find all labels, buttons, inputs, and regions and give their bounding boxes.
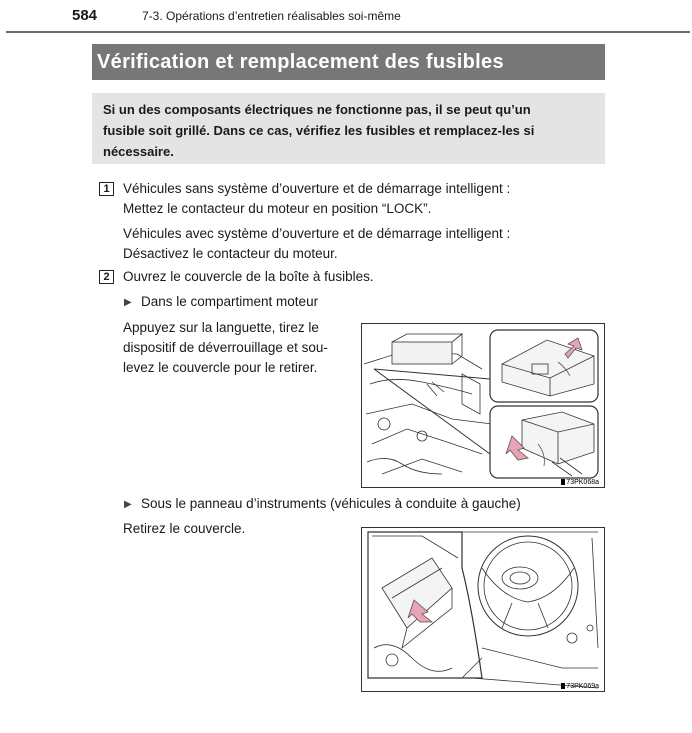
header-divider	[6, 31, 690, 33]
triangle-bullet-icon: ▶	[124, 499, 132, 510]
figure-code-text: 73PK068a	[566, 479, 599, 486]
step-number-2: 2	[99, 270, 114, 284]
engine-instructions-line: dispositif de déverrouillage et sou-	[123, 340, 328, 355]
figure-code	[561, 479, 599, 486]
engine-instructions	[123, 318, 349, 378]
instrument-panel-fuse-figure	[361, 527, 605, 692]
intro-line: fusible soit grillé. Dans ce cas, vérifiez les fusibles et remplacez-les si	[103, 123, 535, 138]
triangle-bullet-icon: ▶	[124, 297, 132, 308]
sub-heading-engine: Dans le compartiment moteur	[141, 294, 319, 309]
intro-line: nécessaire.	[103, 144, 174, 159]
figure-code	[561, 683, 599, 690]
step-1-line: Mettez le contacteur du moteur en position “LOCK”.	[123, 201, 432, 216]
engine-instructions-line: Appuyez sur la languette, tirez le	[123, 320, 319, 335]
figure-code-marker-icon	[561, 479, 565, 485]
figure-code-text: 73PK069a	[566, 683, 599, 690]
figure-code-marker-icon	[561, 683, 565, 689]
sub-heading-panel: Sous le panneau d’instruments (véhicules à conduite à gauche)	[141, 496, 521, 511]
engine-instructions-line: levez le couvercle pour le retirer.	[123, 360, 318, 375]
step-number-1: 1	[99, 182, 114, 196]
page-number: 584	[72, 7, 98, 24]
engine-fuse-box-figure	[361, 323, 605, 488]
intro-line: Si un des composants électriques ne fonctionne pas, il se peut qu’un	[103, 102, 531, 117]
page-title: Vérification et remplacement des fusibles	[92, 44, 605, 80]
step-1-line: Désactivez le contacteur du moteur.	[123, 246, 338, 261]
instrument-panel-fuse-cover-illustration	[362, 528, 604, 691]
panel-instructions: Retirez le couvercle.	[123, 521, 246, 536]
engine-fuse-box-illustration	[362, 324, 604, 487]
step-1-line: Véhicules avec système d’ouverture et de démarrage intelligent :	[123, 226, 511, 241]
intro-box	[92, 93, 605, 164]
section-label: 7-3. Opérations d’entretien réalisables soi-même	[142, 9, 401, 23]
step-1-line: Véhicules sans système d’ouverture et de démarrage intelligent :	[123, 181, 511, 196]
step-2-line: Ouvrez le couvercle de la boîte à fusibles.	[123, 269, 374, 284]
